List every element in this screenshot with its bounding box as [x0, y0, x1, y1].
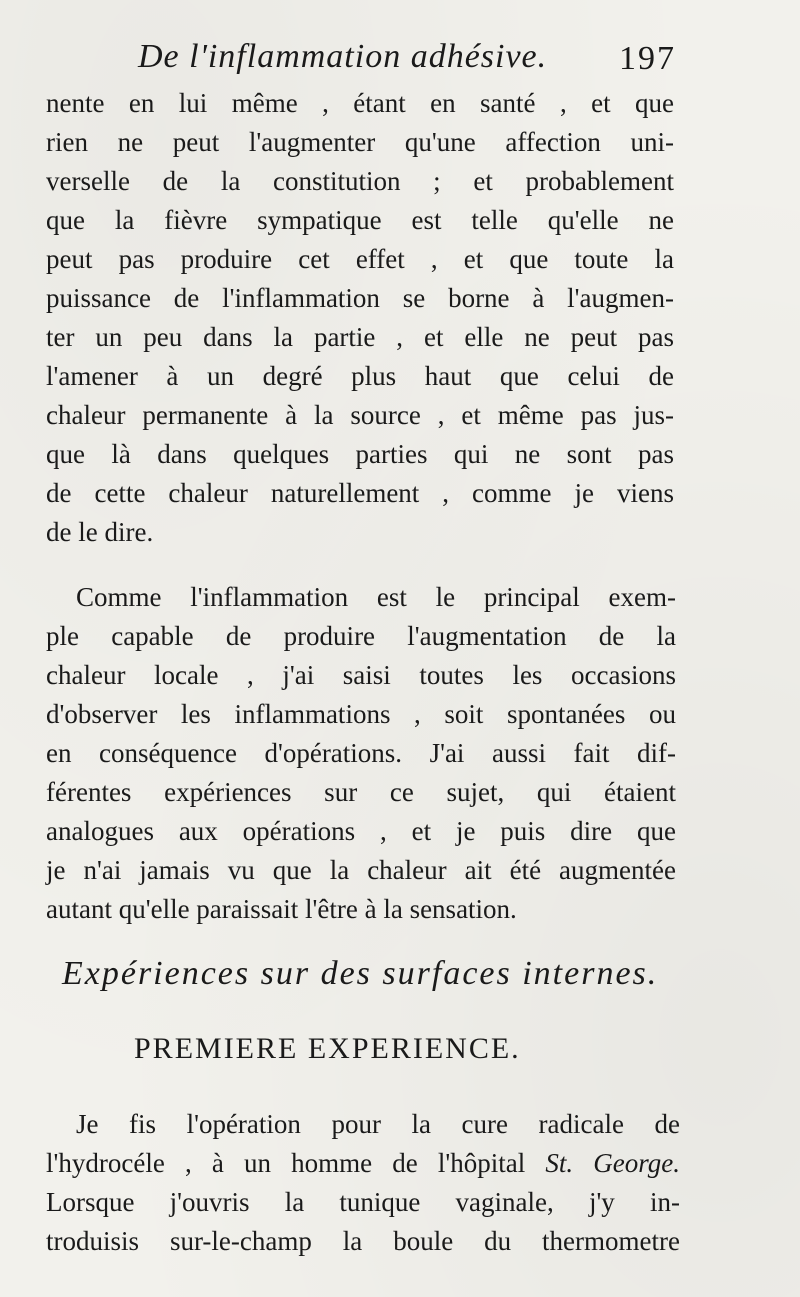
text-line: troduisis sur-le-champ la boule du thermometre: [46, 1226, 680, 1256]
text-line: peut pas produire cet effet , et que toute la: [46, 244, 674, 274]
text-line: que là dans quelques parties qui ne sont pas: [46, 439, 674, 469]
page-number: 197: [619, 40, 676, 77]
text-line: que la fièvre sympatique est telle qu'elle ne: [46, 205, 674, 235]
paragraph-1: [46, 84, 674, 552]
text-line: d'observer les inflammations , soit spontanées ou: [46, 699, 676, 729]
text-line: de cette chaleur naturellement , comme je viens: [46, 478, 674, 508]
text-line: de le dire.: [46, 517, 154, 547]
experiment-title: PREMIERE EXPERIENCE.: [134, 1032, 521, 1065]
text-line: chaleur permanente à la source , et même pas jus-: [46, 400, 674, 430]
text-line: Lorsque j'ouvris la tunique vaginale, j'y in-: [46, 1187, 680, 1217]
text-line: férentes expériences sur ce sujet, qui étaient: [46, 777, 676, 807]
italic-name: St. George.: [545, 1148, 681, 1178]
text-line: je n'ai jamais vu que la chaleur ait été augmentée: [46, 855, 676, 885]
text-line: puissance de l'inflammation se borne à l'augmen-: [46, 283, 674, 313]
text-line: chaleur locale , j'ai saisi toutes les occasions: [46, 660, 676, 690]
text-line: rien ne peut l'augmenter qu'une affection uni-: [46, 127, 674, 157]
text-line: en conséquence d'opérations. J'ai aussi fait dif-: [46, 738, 676, 768]
text-line: ter un peu dans la partie , et elle ne peut pas: [46, 322, 674, 352]
text-line: verselle de la constitution ; et probablement: [46, 166, 674, 196]
text-line: [46, 1144, 680, 1183]
text-line: l'amener à un degré plus haut que celui de: [46, 361, 674, 391]
running-title: De l'inflammation adhésive.: [138, 38, 548, 75]
paragraph-2: [46, 578, 676, 929]
text-line: Comme l'inflammation est le principal exem-: [76, 582, 676, 612]
text-line: analogues aux opérations , et je puis dire que: [46, 816, 676, 846]
text-line: ple capable de produire l'augmentation de la: [46, 621, 676, 651]
text-line: autant qu'elle paraissait l'être à la sensation.: [46, 894, 517, 924]
text-line: Je fis l'opération pour la cure radicale de: [76, 1109, 680, 1139]
text-segment: l'hydrocéle , à un homme de l'hôpital: [46, 1148, 526, 1178]
paragraph-3: [46, 1105, 680, 1261]
text-line: nente en lui même , étant en santé , et que: [46, 88, 674, 118]
page-header: [130, 38, 690, 90]
section-heading: Expériences sur des surfaces internes.: [62, 955, 659, 992]
